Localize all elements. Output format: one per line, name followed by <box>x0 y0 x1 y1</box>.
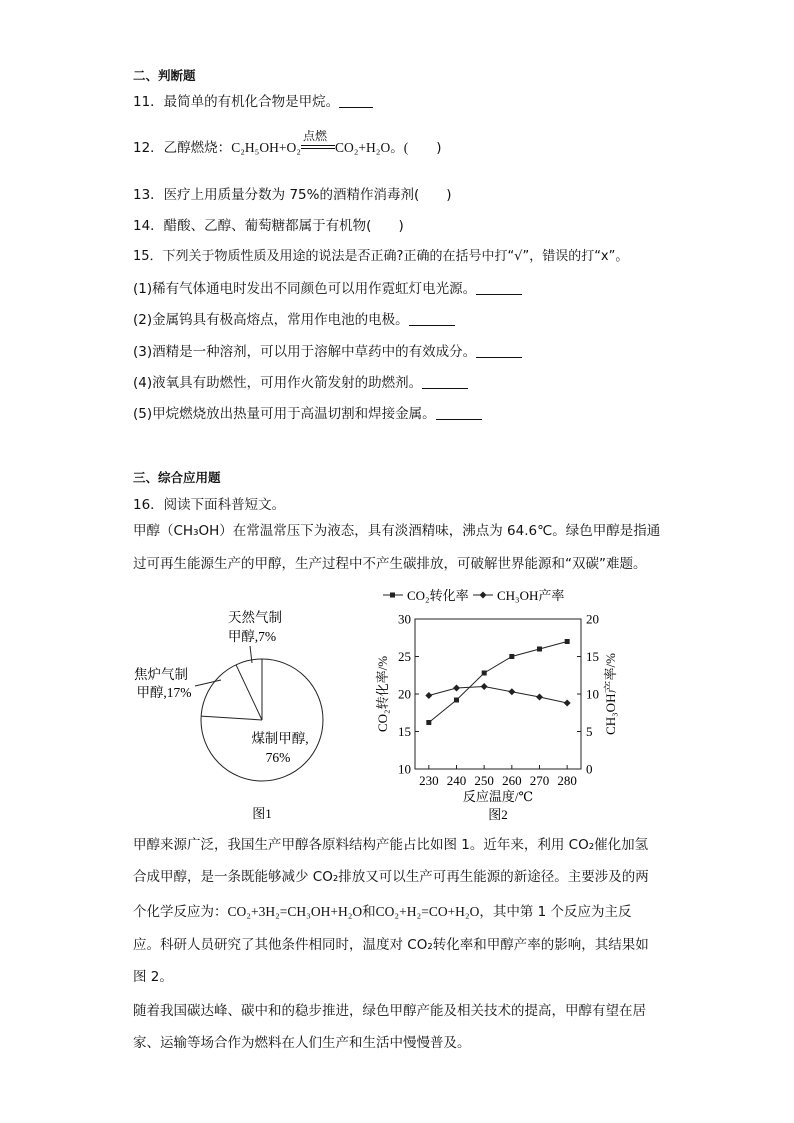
question-11-text: 11．最简单的有机化合物是甲烷。 <box>133 94 340 110</box>
pie-label-coke-gas-1: 焦炉气制 <box>134 667 188 682</box>
answer-blank-15-1[interactable] <box>476 282 522 295</box>
left-axis-label: CO₂转化率/% <box>375 655 390 733</box>
x-tick-label: 240 <box>446 773 467 788</box>
q15-item-3 <box>133 340 522 360</box>
co2-data-point <box>426 720 431 725</box>
x-tick-label: 250 <box>474 773 494 788</box>
figure-1-caption: 图1 <box>252 806 272 821</box>
question-12-prefix: 12．乙醇燃烧： <box>133 140 232 156</box>
section3-title: 三、综合应用题 <box>133 470 221 485</box>
question-12 <box>133 129 442 156</box>
question-15: 15．下列关于物质性质及用途的说法是否正确?正确的在括号中打“√”，错误的打“x”。 <box>133 249 629 264</box>
co2-data-point <box>565 639 570 644</box>
q15-item-1-text: (1)稀有气体通电时发出不同颜色可以用作霓虹灯电光源。 <box>133 281 477 297</box>
pie-label-natural-gas-1: 天然气制 <box>228 610 282 625</box>
q15-item-4 <box>133 371 468 391</box>
right-axis-label: CH₃OH产率/% <box>603 653 618 735</box>
body-line-6: 随着我国碳达峰、碳中和的稳步推进，绿色甲醇产能及相关技术的提高，甲醇有望在居 <box>133 1003 646 1019</box>
answer-blank-15-2[interactable] <box>409 313 455 326</box>
answer-blank-15-4[interactable] <box>422 376 468 389</box>
x-tick-label: 280 <box>557 773 577 788</box>
q15-item-2-text: (2)金属钨具有极高熔点，常用作电池的电极。 <box>133 312 409 328</box>
intro-line-2: 过可再生能源生产的甲醇，生产过程中不产生碳排放，可破解世界能源和“双碳”难题。 <box>133 556 647 572</box>
figure-2-caption: 图2 <box>488 807 508 822</box>
right-tick-label: 20 <box>586 611 599 627</box>
ch3oh-data-point <box>564 700 571 707</box>
condition-label: 点燃 <box>302 129 327 143</box>
ch3oh-data-point <box>508 688 515 695</box>
chart-legend <box>383 588 564 603</box>
legend-diamond-marker <box>480 592 487 599</box>
legend-square-marker <box>390 593 395 598</box>
answer-blank-15-3[interactable] <box>476 345 522 358</box>
q15-item-4-text: (4)液氧具有助燃性，可用作火箭发射的助燃剂。 <box>133 375 423 391</box>
body-line-2: 合成甲醇，是一条既能够减少 CO₂排放又可以生产可再生能源的新途径。主要涉及的两 <box>133 869 649 885</box>
answer-blank-11[interactable] <box>339 95 373 108</box>
legend-co2: CO₂转化率 <box>407 588 469 603</box>
left-tick-label: 15 <box>398 724 411 739</box>
co2-data-point <box>482 671 487 676</box>
co2-data-point <box>537 647 542 652</box>
series-line-ch3oh <box>429 687 567 704</box>
x-axis-label: 反应温度/℃ <box>462 789 534 804</box>
right-tick-label: 15 <box>586 649 599 664</box>
intro-line-1: 甲醇（CH₃OH）在常温常压下为液态，具有淡酒精味，沸点为 64.6℃。绿色甲醇是指通 <box>133 523 661 539</box>
q15-item-5-text: (5)甲烷燃烧放出热量可用于高温切割和焊接金属。 <box>133 406 436 422</box>
body-line-3-and: 和 <box>362 904 376 920</box>
left-tick-label: 10 <box>398 761 411 777</box>
question-14: 14．醋酸、乙醇、葡萄糖都属于有机物( ) <box>133 218 404 234</box>
body-line-3-a: 个化学反应为： <box>133 904 228 920</box>
body-line-7: 家、运输等场合作为燃料在人们生产和生活中慢慢普及。 <box>133 1035 471 1051</box>
answer-blank-15-5[interactable] <box>436 407 482 420</box>
body-line-3-b: ，其中第 1 个反应为主反 <box>479 904 632 920</box>
right-tick-label: 5 <box>586 724 593 739</box>
x-tick-label: 230 <box>419 773 439 788</box>
pie-label-coke-gas-2: 甲醇,17% <box>136 685 192 700</box>
reaction-condition <box>301 129 335 155</box>
body-line-4: 应。科研人员研究了其他条件相同时，温度对 CO₂转化率和甲醇产率的影响，其结果如 <box>133 937 649 953</box>
x-tick-label: 270 <box>529 773 550 788</box>
reaction-equation-1: CO₂+3H₂=CH₃OH+H₂O <box>227 904 363 919</box>
series-line-co2 <box>429 642 567 723</box>
ch3oh-data-point <box>536 694 543 701</box>
body-line-1: 甲醇来源广泛，我国生产甲醇各原料结构产能占比如图 1。近年来，利用 CO₂催化加氢 <box>133 837 649 853</box>
right-tick-label: 0 <box>586 761 593 777</box>
co2-data-point <box>509 654 514 659</box>
body-line-3 <box>133 898 632 926</box>
co2-data-point <box>454 698 459 703</box>
question-16: 16．阅读下面科普短文。 <box>133 497 286 513</box>
q15-item-1 <box>133 277 522 297</box>
q12-eq-right: CO₂+H₂O。( <box>334 140 409 155</box>
q15-item-2 <box>133 308 455 328</box>
pie-label-coal-1: 煤制甲醇, <box>251 731 309 746</box>
reaction-equation-2: CO₂+H₂=CO+H₂O <box>375 904 480 919</box>
q12-eq-left: C₂H₅OH+O₂ <box>231 140 301 155</box>
right-tick-label: 10 <box>586 686 599 702</box>
left-tick-label: 30 <box>398 611 411 627</box>
question-11 <box>133 90 373 110</box>
question-13: 13．医疗上用质量分数为 75%的酒精作消毒剂( ) <box>133 187 452 203</box>
q15-item-3-text: (3)酒精是一种溶剂，可以用于溶解中草药中的有效成分。 <box>133 344 477 360</box>
left-tick-label: 25 <box>398 649 411 664</box>
pie-label-natural-gas-2: 甲醇,7% <box>227 629 277 644</box>
legend-ch3oh: CH₃OH产率 <box>497 588 565 603</box>
ch3oh-data-point <box>453 685 460 692</box>
section2-title: 二、判断题 <box>133 68 196 83</box>
q15-item-5 <box>133 402 482 422</box>
line-chart <box>365 583 640 823</box>
plot-frame <box>415 619 581 769</box>
body-line-5: 图 2。 <box>133 969 173 985</box>
pie-label-coal-2: 76% <box>265 750 291 765</box>
ch3oh-data-point <box>481 683 488 690</box>
x-tick-label: 260 <box>502 773 522 788</box>
left-tick-label: 20 <box>398 686 411 702</box>
pie-chart <box>125 600 345 830</box>
q12-suffix: ) <box>436 140 442 156</box>
ch3oh-data-point <box>425 692 432 699</box>
